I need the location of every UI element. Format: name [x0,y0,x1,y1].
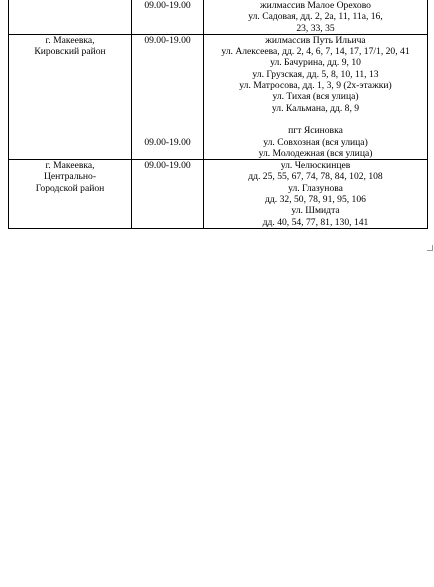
time-cell [132,34,204,159]
street-name: ул. Глазунова [288,182,343,194]
address-line: ул. Садовая, дд. 2, 2а, 11, 11а, 16, [248,11,383,23]
address-cell [204,34,428,159]
district-cell [9,0,132,34]
district-text: Городской район [35,182,105,194]
area-name: жилмассив Путь Ильича [265,34,366,46]
time-cell [132,160,204,229]
time-text: 09.00-19.00 [144,160,191,172]
table-row [9,34,428,159]
time-text: 09.00-19.00 [144,136,191,148]
address-line: ул. Молодежная (вся улица) [258,147,373,159]
street-name: ул. Шмидта [291,205,340,217]
address-line: ул. Кальмана, дд. 8, 9 [271,102,360,114]
time-cell [132,0,204,34]
address-line: ул. Матросова, дд. 1, 3, 9 (2х-этажки) [239,80,392,92]
table-row [9,160,428,229]
time-text: 09.00-19.00 [144,34,191,46]
address-line: дд. 25, 55, 67, 74, 78, 84, 102, 108 [248,171,383,183]
district-cell [9,34,132,159]
time-text: 09.00-19.00 [144,0,191,11]
schedule-table [8,0,428,229]
table-row [9,0,428,34]
district-text: г. Макеевка, [45,34,95,46]
address-line: дд. 40, 54, 77, 81, 130, 141 [262,216,369,228]
address-line: ул. Тихая (вся улица) [272,91,359,103]
area-name: жилмассив Малое Орехово [260,0,371,11]
table-end-marker [427,245,433,251]
address-line: дд. 32, 50, 78, 91, 95, 106 [265,194,366,206]
street-name: ул. Челюскинцев [280,160,351,172]
address-cell [204,0,428,34]
district-cell [9,160,132,229]
address-line: ул. Бачурина, дд. 9, 10 [270,57,361,69]
address-line: ул. Алексеева, дд. 2, 4, 6, 7, 14, 17, 17/1, 20, 41 [221,46,410,58]
district-text: Кировский район [34,46,106,58]
area-name: пгт Ясиновка [288,125,343,137]
address-line: 23, 33, 35 [296,22,335,34]
address-line: ул. Совхозная (вся улица) [263,136,368,148]
district-text: Центрально- [43,171,97,183]
address-cell [204,160,428,229]
district-text: г. Макеевка, [45,160,95,172]
address-line: ул. Грузская, дд. 5, 8, 10, 11, 13 [252,68,379,80]
